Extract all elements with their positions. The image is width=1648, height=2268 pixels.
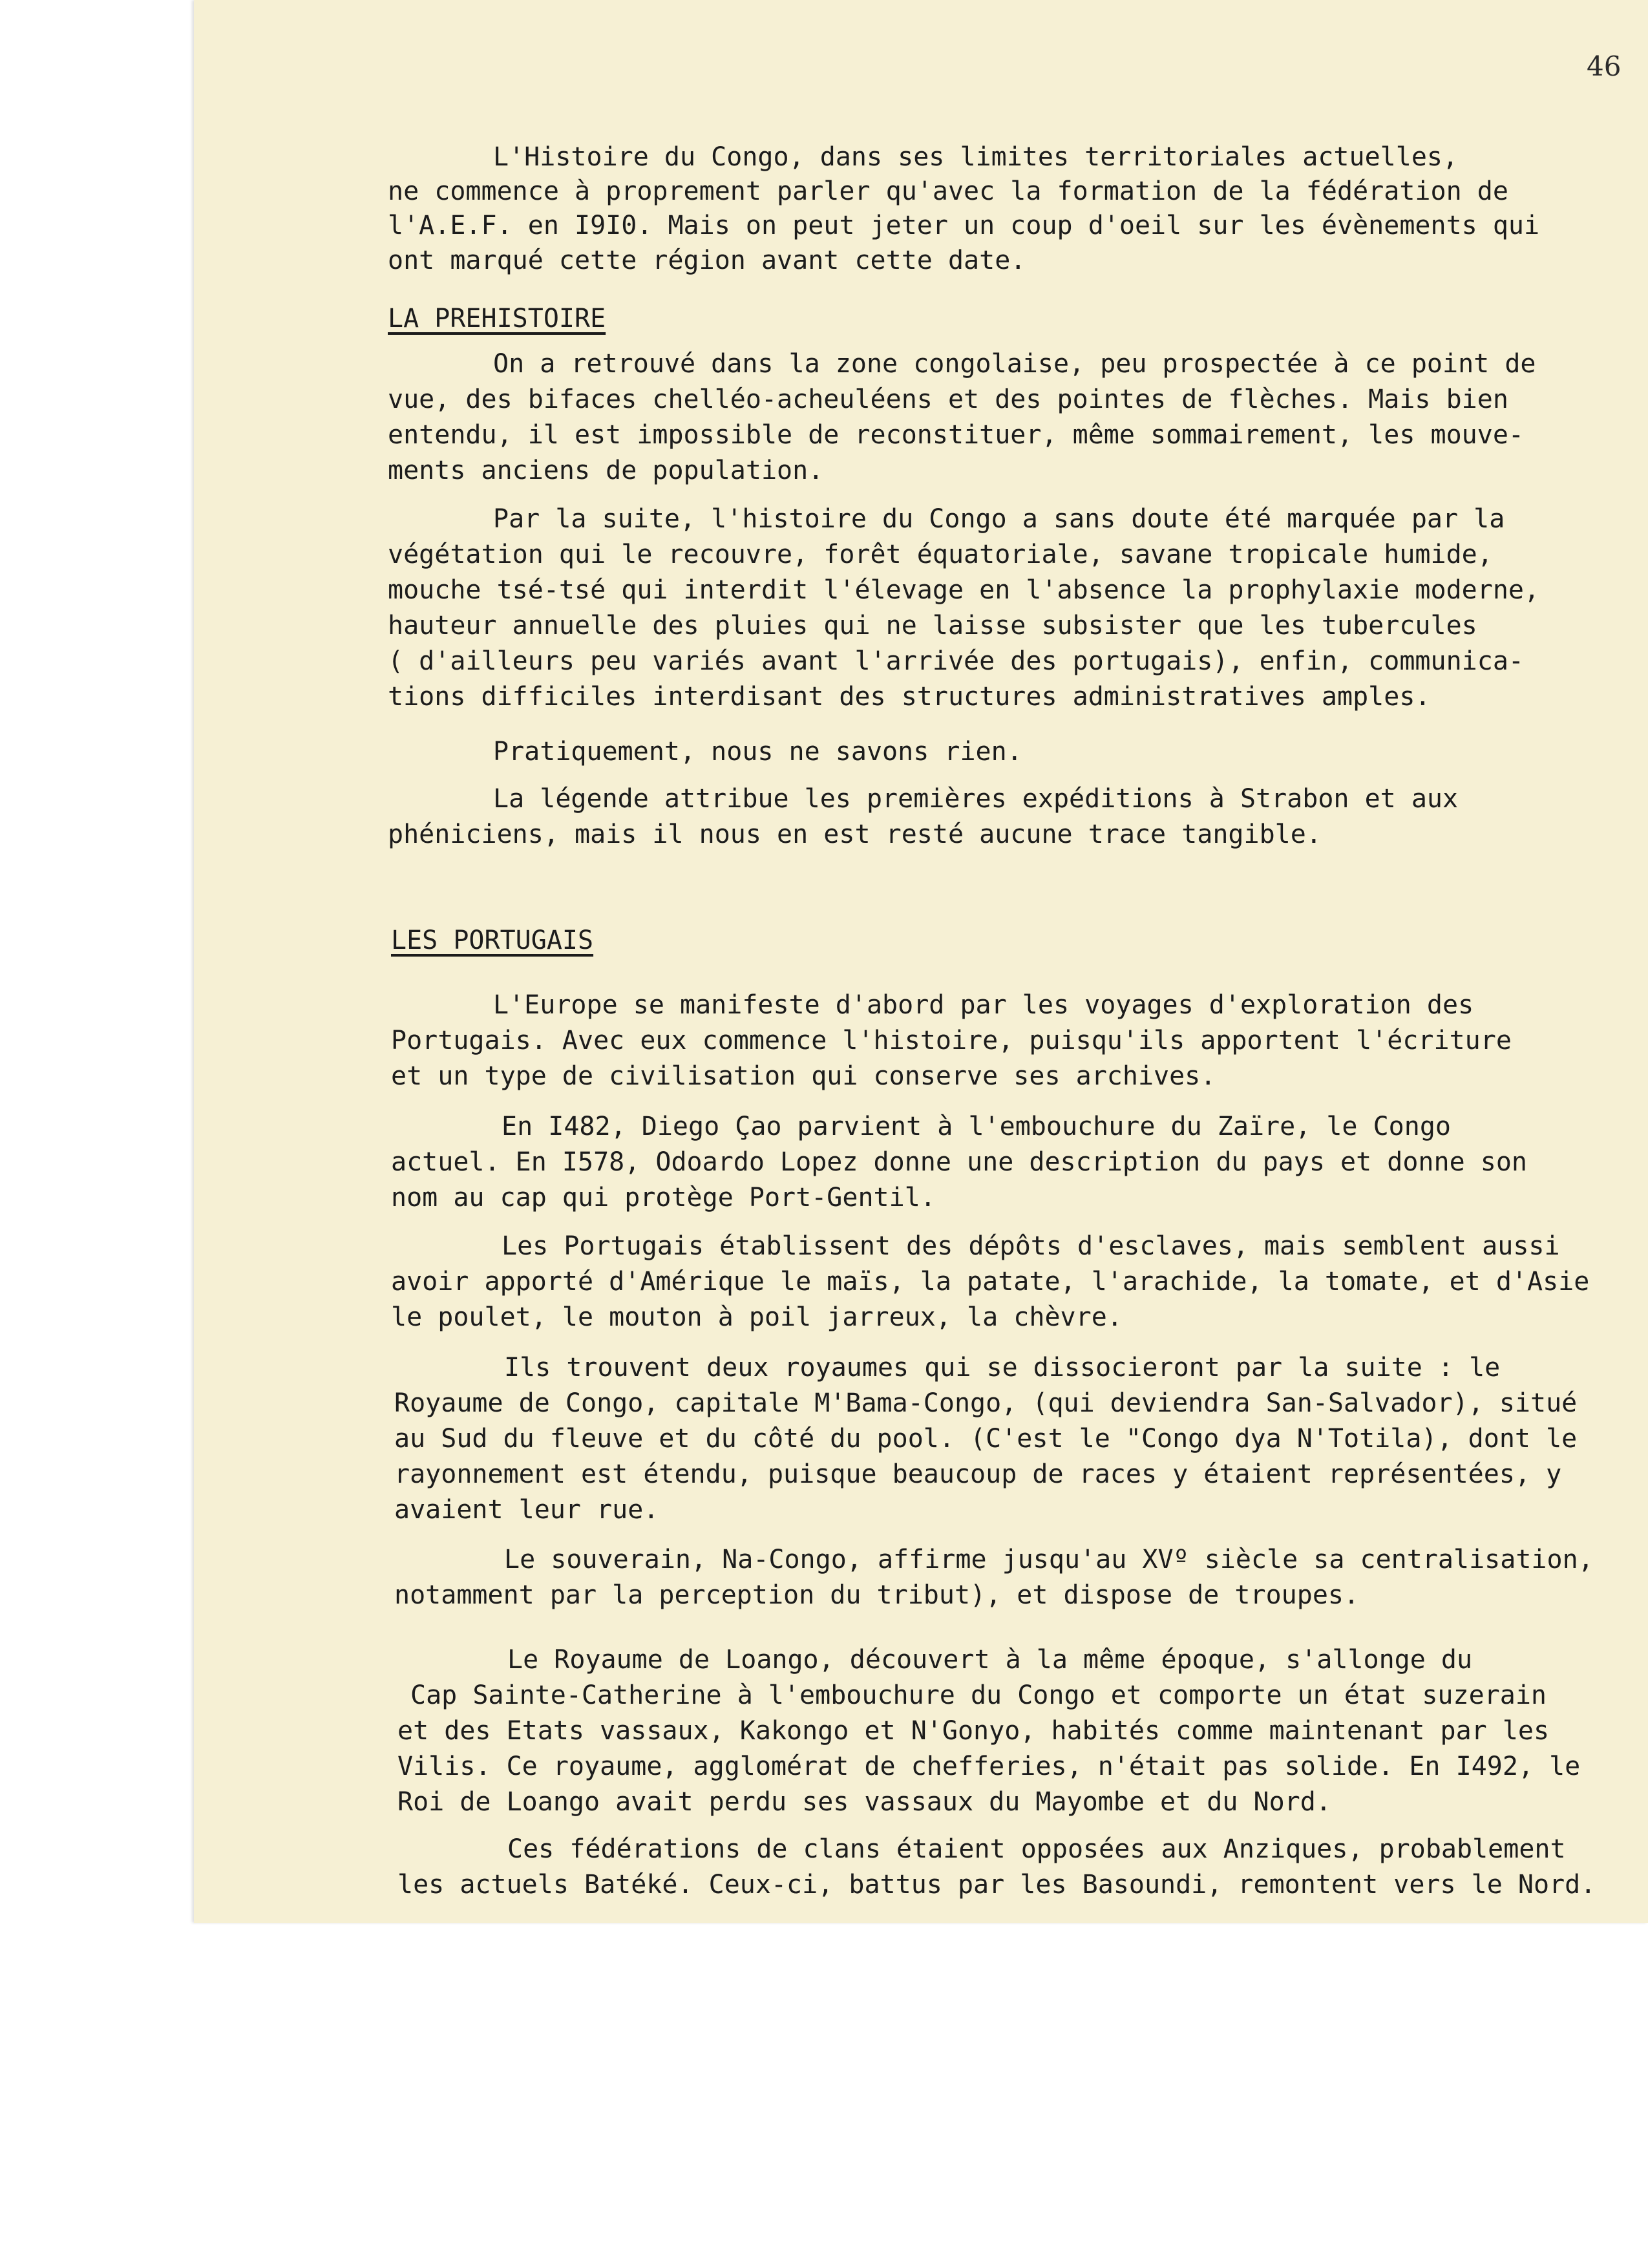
- text-line: le poulet, le mouton à poil jarreux, la chèvre.: [391, 1302, 1123, 1332]
- text-line: rayonnement est étendu, puisque beaucoup de races y étaient représentées, y: [394, 1459, 1562, 1489]
- text-line: Cap Sainte-Catherine à l'embouchure du Congo et comporte un état suzerain: [410, 1680, 1547, 1710]
- text-line: notamment par la perception du tribut), et dispose de troupes.: [394, 1580, 1360, 1610]
- text-line: mouche tsé-tsé qui interdit l'élevage en l'absence la prophylaxie moderne,: [388, 575, 1540, 605]
- text-line: vue, des bifaces chelléo-acheuléens et des pointes de flèches. Mais bien: [388, 385, 1508, 414]
- text-line: les actuels Batéké. Ceux-ci, battus par les Basoundi, remontent vers le Nord.: [397, 1870, 1596, 1900]
- text-line: avoir apporté d'Amérique le maïs, la patate, l'arachide, la tomate, et d'Asie: [391, 1267, 1590, 1297]
- document-page: [194, 0, 1648, 1923]
- text-line: actuel. En I578, Odoardo Lopez donne une description du pays et donne son: [391, 1147, 1527, 1177]
- text-line: tions difficiles interdisant des structures administratives amples.: [388, 682, 1431, 712]
- text-line: au Sud du fleuve et du côté du pool. (C'est le "Congo dya N'Totila), dont le: [394, 1424, 1578, 1454]
- text-line: nom au cap qui protège Port-Gentil.: [391, 1183, 936, 1213]
- text-line: avaient leur rue.: [394, 1495, 659, 1525]
- text-line: La légende attribue les premières expéditions à Strabon et aux: [493, 784, 1459, 814]
- text-line: Vilis. Ce royaume, agglomérat de chefferies, n'était pas solide. En I492, le: [397, 1752, 1581, 1781]
- text-line: et un type de civilisation qui conserve ses archives.: [391, 1061, 1216, 1091]
- text-line: En I482, Diego Çao parvient à l'embouchure du Zaïre, le Congo: [502, 1112, 1452, 1141]
- text-line: ments anciens de population.: [388, 456, 824, 485]
- text-line: Portugais. Avec eux commence l'histoire, puisqu'ils apportent l'écriture: [391, 1026, 1512, 1055]
- text-line: entendu, il est impossible de reconstituer, même sommairement, les mouve-: [388, 420, 1524, 450]
- text-line: hauteur annuelle des pluies qui ne laisse subsister que les tubercules: [388, 611, 1477, 641]
- text-line: Roi de Loango avait perdu ses vassaux du Mayombe et du Nord.: [397, 1787, 1331, 1817]
- text-line: Les Portugais établissent des dépôts d'esclaves, mais semblent aussi: [502, 1231, 1560, 1261]
- section-heading-prehistoire: LA PREHISTOIRE: [388, 304, 606, 334]
- text-line: Ils trouvent deux royaumes qui se dissocieront par la suite : le: [504, 1353, 1501, 1383]
- text-line: Le souverain, Na-Congo, affirme jusqu'au XVº siècle sa centralisation,: [504, 1545, 1594, 1574]
- text-line: On a retrouvé dans la zone congolaise, peu prospectée à ce point de: [493, 349, 1536, 379]
- text-line: Ces fédérations de clans étaient opposées aux Anziques, probablement: [507, 1834, 1566, 1864]
- page-number: 46: [1587, 50, 1622, 82]
- text-line: ont marqué cette région avant cette date.: [388, 246, 1026, 275]
- text-line: Pratiquement, nous ne savons rien.: [493, 737, 1022, 767]
- text-line: Royaume de Congo, capitale M'Bama-Congo, (qui deviendra San-Salvador), situé: [394, 1388, 1578, 1418]
- text-line: ne commence à proprement parler qu'avec la formation de la fédération de: [388, 176, 1508, 206]
- text-line: Par la suite, l'histoire du Congo a sans doute été marquée par la: [493, 504, 1505, 534]
- text-line: Le Royaume de Loango, découvert à la même époque, s'allonge du: [507, 1645, 1473, 1675]
- text-line: et des Etats vassaux, Kakongo et N'Gonyo, habités comme maintenant par les: [397, 1716, 1550, 1746]
- text-line: L'Europe se manifeste d'abord par les voyages d'exploration des: [493, 990, 1474, 1020]
- text-line: végétation qui le recouvre, forêt équatoriale, savane tropicale humide,: [388, 540, 1493, 569]
- section-heading-portugais: LES PORTUGAIS: [391, 926, 594, 955]
- text-line: ( d'ailleurs peu variés avant l'arrivée des portugais), enfin, communica-: [388, 646, 1524, 676]
- text-line: l'A.E.F. en I9I0. Mais on peut jeter un coup d'oeil sur les évènements qui: [388, 211, 1540, 240]
- text-line: L'Histoire du Congo, dans ses limites territoriales actuelles,: [493, 142, 1459, 172]
- text-line: phéniciens, mais il nous en est resté aucune trace tangible.: [388, 820, 1322, 849]
